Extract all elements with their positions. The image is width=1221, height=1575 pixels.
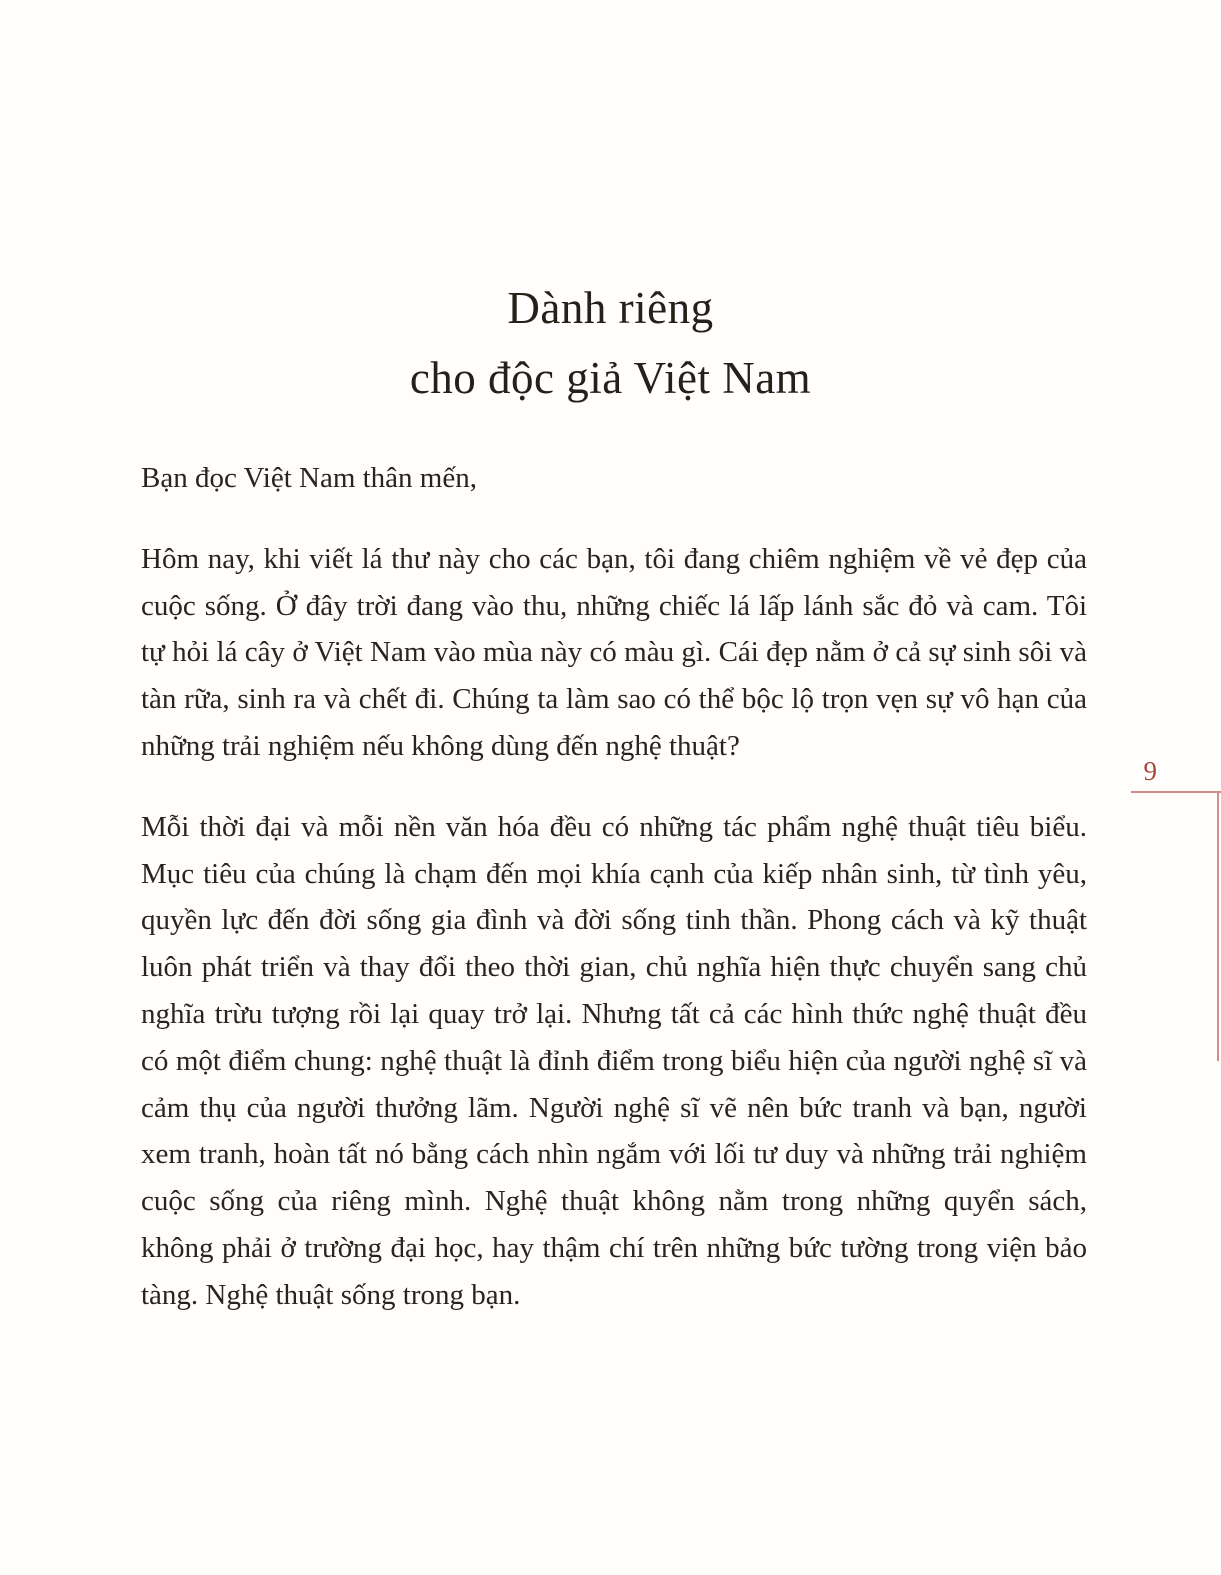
chapter-title-line-1: Dành riêng (507, 283, 714, 334)
chapter-title-line-2: cho độc giả Việt Nam (409, 353, 812, 404)
body-text (141, 455, 1087, 1353)
chapter-title (0, 273, 1221, 413)
greeting-paragraph: Bạn đọc Việt Nam thân mến, (141, 462, 477, 494)
body-paragraph: Mỗi thời đại và mỗi nền văn hóa đều có những tác phẩm nghệ thuật tiêu biểu. Mục tiêu của chúng là chạm đến mọi khía cạnh của kiếp nhân sinh, từ tình yêu, quyền lực đến đời sống gia đình và đời sống tinh thần. Phong cách và kỹ thuật luôn phát triển và thay đổi theo thời gian, chủ nghĩa hiện thực chuyển sang chủ nghĩa trừu tượng rồi lại quay trở lại. Nhưng tất cả các hình thức nghệ thuật đều có một điểm chung: nghệ thuật là đỉnh điểm trong biểu hiện của người nghệ sĩ và cảm thụ của người thưởng lãm. Người nghệ sĩ vẽ nên bức tranh và bạn, người xem tranh, hoàn tất nó bằng cách nhìn ngắm với lối tư duy và những trải nghiệm cuộc sống của riêng mình. Nghệ thuật không nằm trong những quyển sách, không phải ở trường đại học, hay thậm chí trên những bức tường trong viện bảo tàng. Nghệ thuật sống trong bạn. (141, 810, 1087, 1311)
body-paragraph: Hôm nay, khi viết lá thư này cho các bạn, tôi đang chiêm nghiệm về vẻ đẹp của cuộc sống. Ở đây trời đang vào thu, những chiếc lá lấp lánh sắc đỏ và cam. Tôi tự hỏi lá cây ở Việt Nam vào mùa này có màu gì. Cái đẹp nằm ở cả sự sinh sôi và tàn rữa, sinh ra và chết đi. Chúng ta làm sao có thể bộc lộ trọn vẹn sự vô hạn của những trải nghiệm nếu không dùng đến nghệ thuật? (141, 542, 1087, 762)
page-number: 9 (1143, 756, 1157, 786)
page-number-rule (1131, 791, 1221, 793)
edge-rule (1217, 793, 1219, 1061)
